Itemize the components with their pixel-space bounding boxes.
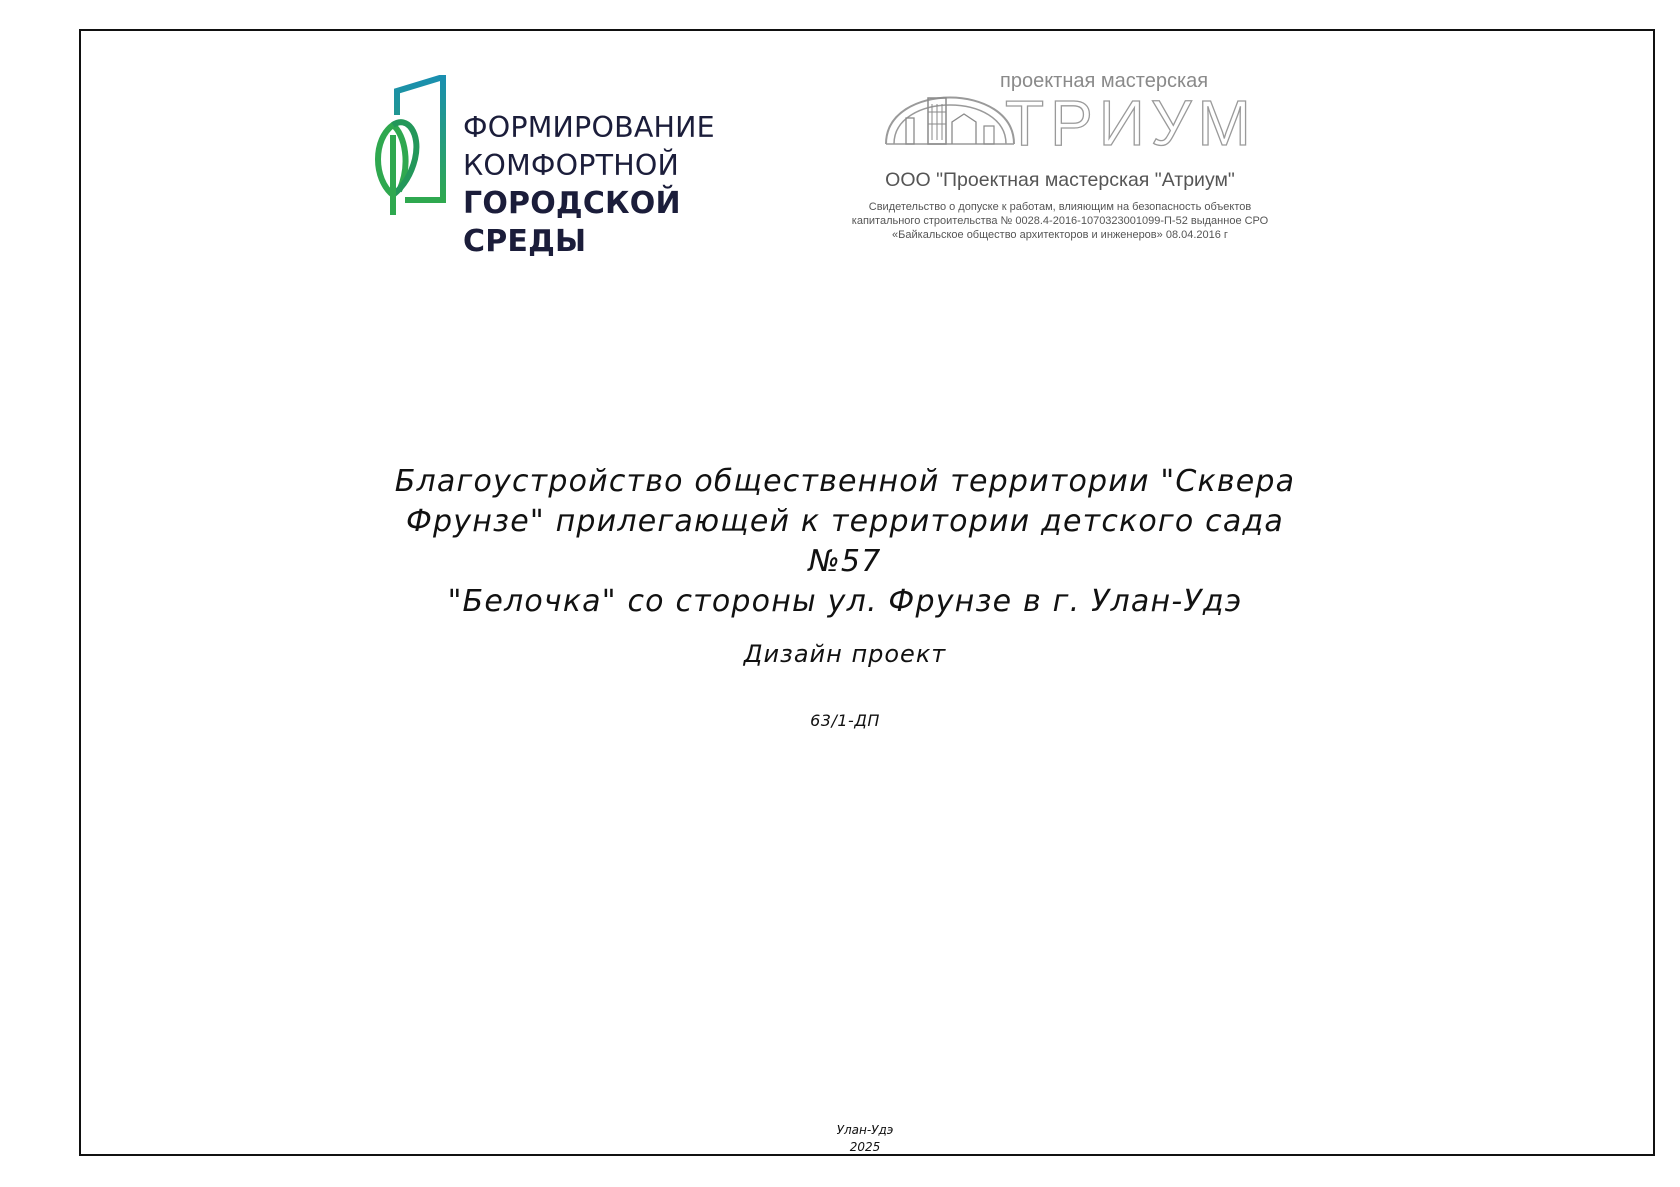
fkgs-line-1: ФОРМИРОВАНИЕ	[463, 111, 715, 144]
footer-city: Улан-Удэ	[836, 1123, 894, 1137]
document-title	[380, 462, 1310, 622]
fkgs-building-leaf-icon	[371, 75, 451, 215]
atrium-arch-icon	[880, 62, 1020, 152]
atrium-caption: проектная мастерская	[1000, 70, 1209, 92]
license-line-2: капитального строительства № 0028.4-2016-1070323001099-П-52 выданное СРО	[851, 215, 1269, 227]
license-line-1: Свидетельство о допуске к работам, влияющим на безопасность объектов	[868, 201, 1252, 213]
title-line-2: Фрунзе" прилегающей к территории детского сада №57	[406, 504, 1284, 579]
fkgs-logo-text	[463, 109, 761, 261]
license-line-3: «Байкальское общество архитекторов и инженеров» 08.04.2016 г	[892, 229, 1228, 241]
fkgs-logo	[371, 75, 761, 259]
document-code: 63/1-ДП	[810, 711, 880, 730]
footer	[790, 1122, 940, 1156]
footer-year: 2025	[849, 1140, 881, 1154]
fkgs-line-3: ГОРОДСКОЙ СРЕДЫ	[463, 186, 681, 259]
title-line-1: Благоустройство общественной территории "Сквера	[394, 464, 1296, 499]
company-name: ООО "Проектная мастерская "Атриум"	[885, 169, 1235, 191]
fkgs-line-2: КОМФОРТНОЙ	[463, 149, 680, 182]
atrium-wordmark: ТРИУМ	[1005, 87, 1257, 159]
title-line-3: "Белочка" со стороны ул. Фрунзе в г. Улан-Удэ	[447, 584, 1243, 619]
document-subtitle: Дизайн проект	[743, 640, 947, 668]
license-text	[820, 200, 1300, 242]
